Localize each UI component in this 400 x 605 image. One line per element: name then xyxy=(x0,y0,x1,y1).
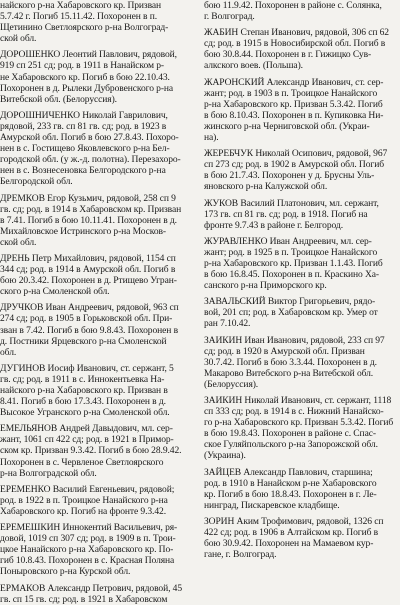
record-line: найского р-на Хабаровского кр. Призван в xyxy=(0,385,168,396)
record-line: ской обл. xyxy=(0,33,37,45)
record-line: жант; род. в 1925 в п. Троицкое Нанайского xyxy=(204,246,378,258)
record-entry xyxy=(204,395,398,462)
record-line: ЖАБИН Степан Иванович, рядовой, 306 сп 62 xyxy=(204,27,389,39)
record-line: бою 11.9.42. Похоронен в районе с. Солянка, xyxy=(204,0,382,11)
record-entry xyxy=(0,423,194,478)
record-line: алкского воев. (Польша). xyxy=(204,60,303,72)
record-line: Хабаровского кр. Погиб на фронте 9.3.42. xyxy=(0,505,166,517)
record-line: ДУГИНОВ Иосиф Иванович, ст. сержант, 5 xyxy=(0,362,174,374)
record-line: Макарово Витебского р-на Витебской обл. xyxy=(204,367,374,379)
record-line: р-на Волгоградской обл. xyxy=(0,467,97,479)
record-line: сд; род. в 1915 в Новосибирской обл. Погиб в xyxy=(204,38,386,50)
record-entry xyxy=(0,583,194,605)
record-line: 30.7.42. Погиб в бою 3.3.44. Похоронен в д. xyxy=(204,356,377,368)
record-line: Белгородской обл. xyxy=(0,176,73,188)
record-line: ЗАВАЛЬСКИЙ Виктор Григорьевич, рядо- xyxy=(204,296,376,308)
record-line: в 7.41. Погиб в бою 10.11.41. Похоронен в д. xyxy=(0,214,177,226)
record-entry xyxy=(204,0,398,22)
record-line: вой, 201 сп; род. в Хабаровском кр. Умер от xyxy=(204,307,378,319)
record-entry xyxy=(204,148,398,192)
record-line: жинского р-на Черниговской обл. (Украи- xyxy=(204,120,370,132)
record-line: в бою 8.10.43. Похоронен в п. Купиковка Ни- xyxy=(204,109,384,121)
record-line: ДОРОШЕНКО Леонтий Павлович, рядовой, xyxy=(0,49,177,61)
record-line: ского р-на Смоленской обл. xyxy=(0,286,110,298)
record-line: го р-на Хабаровского кр. Призван 5.3.42. Погиб xyxy=(204,417,394,429)
record-line: ской обл. xyxy=(0,236,37,248)
record-entry xyxy=(0,253,194,297)
record-line: ЖУКОВ Василий Платонович, мл. сержант, xyxy=(204,197,379,209)
record-line: ДРЕМКОВ Егор Кузьмич, рядовой, 258 сп 9 xyxy=(0,192,176,204)
record-entry xyxy=(204,335,398,390)
record-entry xyxy=(0,484,194,517)
record-line: Похоронен в с. Червленое Светлоярского xyxy=(0,456,164,468)
record-line: 919 сп 251 сд; род. в 1911 в Нанайском р- xyxy=(0,60,164,72)
record-line: фронте 9.7.43 в районе г. Белгород. xyxy=(204,219,343,231)
record-line: р-на Хабаровского кр. Призван 5.3.42. Погиб xyxy=(204,98,383,110)
record-line: нинград, Пискаревское кладбище. xyxy=(204,499,340,511)
record-line: на). xyxy=(204,132,219,144)
record-entry xyxy=(0,193,194,248)
record-line: ДРУЧКОВ Иван Андреевич, рядовой, 963 сп xyxy=(0,302,179,314)
record-line: бою 30.9.42. Похоронен на Мамаевом кур- xyxy=(204,538,374,550)
record-entry xyxy=(204,77,398,144)
record-line: род. в 1910 в Нанайском р-не Хабаровского xyxy=(204,477,377,489)
record-entry xyxy=(0,302,194,357)
record-line: ском кр. Призван 9.3.42. Погиб в бою 28.9.42. xyxy=(0,445,182,457)
record-entry xyxy=(204,516,398,560)
record-line: г. Волгоград. xyxy=(204,11,255,23)
record-line: яновского р-на Калужской обл. xyxy=(204,181,328,193)
record-line: жант, 1061 сп 422 сд; род. в 1921 в Примор- xyxy=(0,434,174,446)
record-line: 5.7.42 г. Погиб 15.11.42. Похоронен в п. xyxy=(0,11,158,23)
record-entry xyxy=(0,522,194,577)
record-entry xyxy=(204,27,398,71)
record-line: Высокое Угранского р-на Смоленской обл. xyxy=(0,407,170,419)
record-line: Михайловское Истринского р-на Москов- xyxy=(0,225,166,237)
record-line: Похоронен в д. Рылеки Дубровенского р-на xyxy=(0,82,174,94)
record-line: (Украина). xyxy=(204,450,246,462)
record-line: зван в 7.42. Погиб в бою 9.8.43. Похоронен в xyxy=(0,324,178,336)
record-line: кр. Погиб в бою 18.8.43. Похоронен в г. Ле- xyxy=(204,488,377,500)
record-entry xyxy=(204,198,398,231)
record-line: в бою 16.8.45. Похоронен в п. Краскино Ха- xyxy=(204,269,379,281)
record-line: нен в с. Вознесеновка Белгородского р-на xyxy=(0,165,166,177)
record-line: 8.41. Погиб в бою 17.3.43. Похоронен в д. xyxy=(0,396,166,408)
record-entry xyxy=(204,467,398,511)
right-column xyxy=(198,0,398,561)
record-line: (Белоруссия). xyxy=(204,378,259,390)
record-line: д. Постники Ярцевского р-на Смоленской xyxy=(0,335,167,347)
record-line: рядовой, 233 гв. сп 81 гв. сд; род. в 1923 в xyxy=(0,120,167,132)
record-entry xyxy=(0,363,194,418)
record-line: сд; род. в 1920 в Амурской обл. Призван xyxy=(204,345,365,357)
record-line: в бою 21.7.43. Похоронен у д. Брусны Уль- xyxy=(204,170,375,182)
record-line: ЖЕРЕБЧУК Николай Осипович, рядовой, 967 xyxy=(204,148,388,160)
record-line: 422 сд; род. в 1906 в Алтайском кр. Погиб в xyxy=(204,527,379,539)
record-line: жант; род. в 1903 в п. Троицкое Нанайского xyxy=(204,87,378,99)
record-line: ЗАИКИН Иван Иванович, рядовой, 233 сп 97 xyxy=(204,334,385,346)
record-line: бою 30.8.44. Похоронен в г. Гижицко Сув- xyxy=(204,49,372,61)
record-line: найского р-на Хабаровского кр. Призван xyxy=(0,0,162,11)
left-column xyxy=(0,0,198,605)
record-line: р-на Хабаровского кр. Призван 1.1.43. Погиб xyxy=(204,257,383,269)
record-line: гв. сп 15 гв. сд; род. в 1921 в Хабаровском xyxy=(0,593,168,605)
record-line: ЖАРОНСКИЙ Александр Иванович, ст. сер- xyxy=(204,76,384,88)
record-line: ЗАИКИН Николай Иванович, ст. сержант, 1118 xyxy=(204,395,392,406)
record-entry xyxy=(204,296,398,329)
record-line: сп 333 сд; род. в 1914 в с. Нижний Нанайско- xyxy=(204,406,384,418)
record-line: Поныровского р-на Курской обл. xyxy=(0,566,131,578)
record-line: гиб 10.8.43. Похоронен в с. Красная Поляна xyxy=(0,555,175,567)
record-line: довой, 1019 сп 307 сд; род. в 1909 в п. Трои- xyxy=(0,533,176,545)
record-line: 274 сд; род. в 1905 в Горьковской обл. При- xyxy=(0,313,173,325)
record-line: ское Гуляйпольского р-на Запорожской обл. xyxy=(204,439,378,451)
record-line: Щетинино Светлоярского р-на Волгоград- xyxy=(0,22,169,34)
record-entry xyxy=(204,236,398,291)
record-line: не Хабаровского кр. Погиб в бою 22.10.43. xyxy=(0,71,170,83)
record-line: в бою 19.8.43. Похоронен в районе с. Спас- xyxy=(204,428,376,440)
record-line: Витебской обл. (Белоруссия). xyxy=(0,93,117,105)
record-line: гане, г. Волгоград. xyxy=(204,549,277,561)
record-line: ЖУРАВЛЕНКО Иван Андреевич, мл. сер- xyxy=(204,235,372,247)
record-line: ран 7.10.42. xyxy=(204,318,251,330)
record-line: ЕМЕЛЬЯНОВ Андрей Давыдович, мл. сер- xyxy=(0,423,173,435)
record-line: ЕРЕМЕНКО Василий Евгеньевич, рядовой; xyxy=(0,483,175,495)
record-line: 344 сд; род. в 1914 в Амурской обл. Погиб в xyxy=(0,264,176,276)
record-line: ЕРМАКОВ Александр Петрович, рядовой, 45 xyxy=(0,582,183,594)
record-line: городской обл. (у ж.-д. полотна). Перезахоро- xyxy=(0,154,181,166)
record-line: цкое Нанайского р-на Хабаровского кр. По- xyxy=(0,544,174,556)
record-line: обл. xyxy=(0,346,17,358)
record-line: бою 20.3.42. Похоронен в д. Ртищево Угран- xyxy=(0,275,177,287)
record-line: гв. сд; род. в 1911 в с. Иннокентьевка На- xyxy=(0,373,165,385)
record-entry xyxy=(0,0,194,44)
record-line: ДОРОШНИЧЕНКО Николай Гаврилович, xyxy=(0,109,168,121)
record-line: гв. сд; род. в 1914 в Хабаровском кр. Призван xyxy=(0,203,182,215)
record-line: 173 гв. сп 81 гв. сд; род. в 1918. Погиб на xyxy=(204,208,368,220)
record-entry xyxy=(0,49,194,104)
record-line: ЗОРИН Аким Трофимович, рядовой, 1326 сп xyxy=(204,515,384,527)
record-line: ЗАЙЦЕВ Александр Павлович, старшина; xyxy=(204,466,373,478)
record-line: ЕРЕМЕШКИН Иннокентий Васильевич, ря- xyxy=(0,522,178,534)
record-line: ДРЕНЬ Петр Михайлович, рядовой, 1154 сп xyxy=(0,252,176,264)
record-line: род. в 1922 в п. Троицкое Нанайского р-на xyxy=(0,494,168,506)
record-line: санского р-на Приморского кр. xyxy=(204,280,327,292)
record-line: сп 273 сд; род. в 1902 в Амурской обл. Погиб xyxy=(204,159,384,171)
record-line: Амурской обл. Погиб в бою 27.8.43. Похоро- xyxy=(0,132,179,144)
record-entry xyxy=(0,110,194,188)
record-line: нен в с. Гостищево Яковлевского р-на Бел- xyxy=(0,143,170,155)
